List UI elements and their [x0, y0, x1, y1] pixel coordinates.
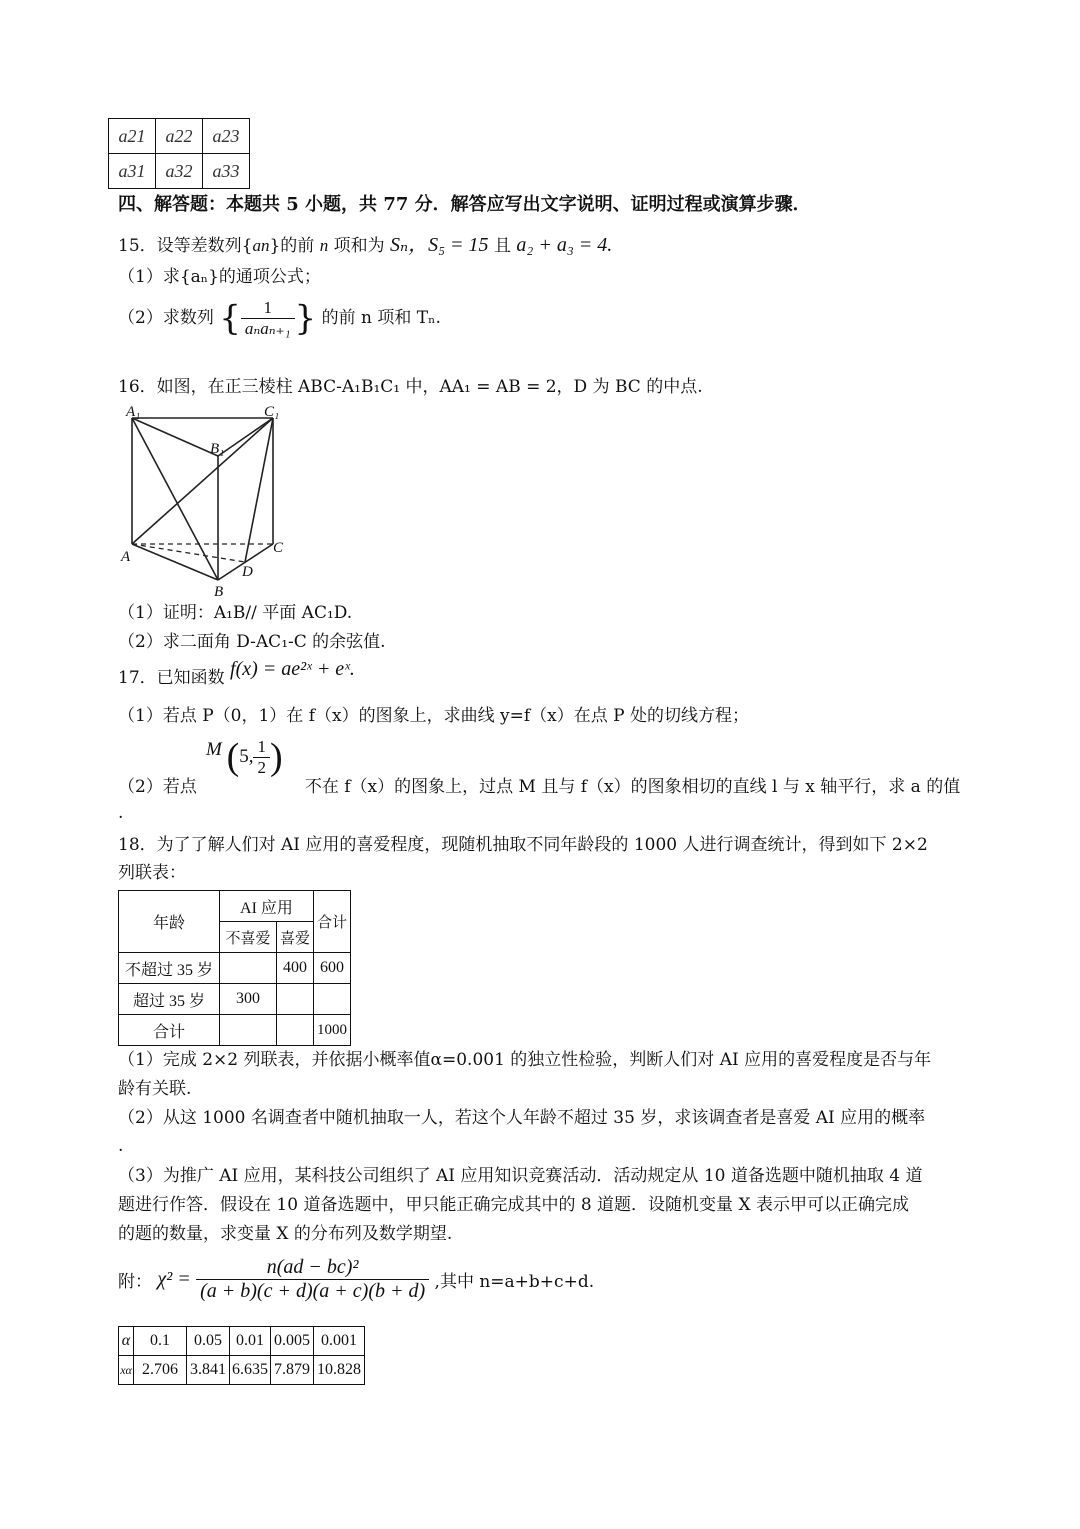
section-heading: 四、解答题：本题共 5 小题，共 77 分．解答应写出文字说明、证明过程或演算步骤． [118, 194, 811, 215]
table-cell [220, 953, 277, 984]
appendix-formula [118, 1256, 594, 1303]
fraction-denominator: aₙaₙ₊₁ [244, 319, 291, 338]
table-cell: 300 [220, 984, 277, 1015]
header-like: 喜爱 [277, 922, 314, 953]
edge-ab [132, 544, 218, 580]
q15-text: （2）求数列 [118, 308, 214, 328]
q18-part3-line2: 题进行作答．假设在 10 道备选题中，甲只能正确完成其中的 8 道题．设随机变量 X 表示甲可以正确完成 [118, 1195, 909, 1215]
header-age: 年龄 [119, 891, 220, 953]
point-m-label: M [206, 739, 222, 761]
q17-function-math: f(x) = ae²ˣ + eˣ. [230, 658, 355, 680]
label-d: D [242, 564, 253, 580]
q16-stem: 16．如图，在正三棱柱 ABC-A₁B₁C₁ 中，AA₁ = AB = 2，D 为 BC 的中点. [118, 377, 703, 397]
q18-part2-line1: （2）从这 1000 名调查者中随机抽取一人，若这个人年龄不超过 35 岁，求该调查者是喜爱 AI 应用的概率 [118, 1108, 926, 1128]
table-cell [220, 1015, 277, 1046]
matrix-cell-text: a21 [118, 125, 146, 146]
q18-stem-line2: 列联表： [118, 863, 186, 883]
prism-figure [118, 404, 298, 600]
alpha-value: 0.01 [230, 1327, 271, 1356]
q18-part3-line1: （3）为推广 AI 应用，某科技公司组织了 AI 应用知识竞赛活动．活动规定从 10 道备选题中随机抽取 4 道 [118, 1166, 923, 1186]
critical-value: 10.828 [314, 1356, 365, 1385]
q18-part1-line1: （1）完成 2×2 列联表，并依据小概率值α=0.001 的独立性检验，判断人们对 AI 应用的喜爱程度是否与年 [118, 1050, 932, 1070]
label-a1: A₁ [126, 404, 141, 420]
fraction-denominator: 2 [257, 757, 266, 777]
matrix-cell [109, 119, 156, 154]
alpha-value: 0.1 [134, 1327, 187, 1356]
header-dislike: 不喜爱 [220, 922, 277, 953]
q15-an: an [252, 236, 270, 255]
right-brace-icon: } [294, 298, 317, 339]
alpha-value: 0.001 [314, 1327, 365, 1356]
critical-value: 7.879 [271, 1356, 314, 1385]
left-paren-icon: ( [226, 736, 240, 778]
matrix-cell-text: a31 [118, 160, 146, 181]
label-c: C [273, 540, 284, 556]
appendix-note: ,其中 n=a+b+c+d. [434, 1272, 595, 1292]
fraction-numerator: n(ad − bc)² [196, 1256, 429, 1280]
q16-part2: （2）求二面角 D-AC₁-C 的余弦值. [118, 632, 386, 652]
q17-text: 不在 f（x）的图象上，过点 M 且与 f（x）的图象相切的直线 l 与 x 轴平行，求 a 的值 [304, 777, 961, 797]
critical-value: 3.841 [187, 1356, 230, 1385]
q18-part1-line2: 龄有关联. [118, 1079, 192, 1099]
critical-value-table [118, 1326, 365, 1385]
q15-part2 [118, 298, 441, 339]
fraction-numerator: 1 [241, 298, 295, 319]
matrix-cell [109, 154, 156, 189]
table-cell: 400 [277, 953, 314, 984]
hidden-segment-ad [132, 544, 245, 562]
q15-text: 且 [493, 236, 511, 256]
matrix-cell-text: a23 [212, 125, 240, 146]
q17-stem [118, 658, 355, 691]
point-m-fraction [253, 737, 270, 778]
edge-a1b1 [132, 418, 218, 456]
left-brace-icon: { [219, 298, 241, 339]
q15-text: 项和为 [333, 236, 385, 256]
label-c1: C₁ [264, 404, 280, 420]
alpha-header: α [119, 1327, 134, 1356]
q17-text: 17．已知函数 [118, 668, 225, 688]
q18-stem-line1: 18．为了了解人们对 AI 应用的喜爱程度，现随机抽取不同年龄段的 1000 人进行调查统计，得到如下 2×2 [118, 835, 928, 855]
row-label: 不超过 35 岁 [119, 953, 220, 984]
matrix-cell [203, 119, 250, 154]
q15-stem [118, 232, 612, 259]
critical-value: 2.706 [134, 1356, 187, 1385]
table-cell: 1000 [314, 1015, 351, 1046]
label-b: B [214, 584, 224, 600]
q17-dot: . [118, 803, 124, 823]
edge-b1c1 [218, 418, 273, 456]
q15-sum-math: Sₙ，S₅ = 15 [390, 234, 489, 256]
q15-cond-math: a₂ + a₃ = 4. [516, 234, 613, 256]
header-total: 合计 [314, 891, 351, 953]
table-cell: 600 [314, 953, 351, 984]
appendix-label: 附： [118, 1272, 152, 1292]
q18-part2-line2: . [118, 1136, 124, 1156]
fraction-denominator: (a + b)(c + d)(a + c)(b + d) [200, 1280, 426, 1302]
point-m-math [206, 735, 283, 779]
q15-fraction [241, 298, 295, 339]
label-b1: B₁ [210, 441, 225, 457]
q15-text: 15．设等差数列{ [118, 236, 253, 256]
matrix-cell [156, 119, 203, 154]
x-alpha-header: xα [119, 1356, 134, 1385]
matrix-cell-text: a32 [165, 160, 193, 181]
point-m-x: 5, [239, 746, 254, 767]
table-cell [277, 984, 314, 1015]
row-label: 合计 [119, 1015, 220, 1046]
table-cell [314, 984, 351, 1015]
critical-value: 6.635 [230, 1356, 271, 1385]
q17-part1: （1）若点 P（0，1）在 f（x）的图象上，求曲线 y=f（x）在点 P 处的切线方程； [118, 706, 749, 726]
matrix-cell-text: a33 [212, 160, 240, 181]
alpha-value: 0.05 [187, 1327, 230, 1356]
fraction-numerator: 1 [253, 737, 270, 758]
contingency-table [118, 890, 351, 1046]
q16-part1: （1）证明：A₁B// 平面 AC₁D. [118, 603, 353, 623]
right-paren-icon: ) [269, 736, 283, 778]
header-ai: AI 应用 [220, 891, 314, 922]
row-label: 超过 35 岁 [119, 984, 220, 1015]
matrix-cell [203, 154, 250, 189]
q15-part1: （1）求{aₙ}的通项公式； [118, 267, 321, 287]
q15-n: n [319, 236, 329, 255]
table-cell [277, 1015, 314, 1046]
q18-part3-line3: 的题的数量，求变量 X 的分布列及数学期望. [118, 1224, 453, 1244]
q17-text: （2）若点 [118, 777, 197, 797]
matrix-table [108, 118, 250, 189]
matrix-cell [156, 154, 203, 189]
q17-part2 [118, 774, 960, 800]
matrix-cell-text: a22 [165, 125, 193, 146]
label-a: A [121, 549, 131, 565]
q15-text: 的前 n 项和 Tₙ. [321, 308, 441, 328]
chi-square-fraction [196, 1256, 429, 1303]
alpha-value: 0.005 [271, 1327, 314, 1356]
chi-square-symbol: χ² = [157, 1268, 191, 1290]
q15-text: }的前 [269, 236, 315, 256]
